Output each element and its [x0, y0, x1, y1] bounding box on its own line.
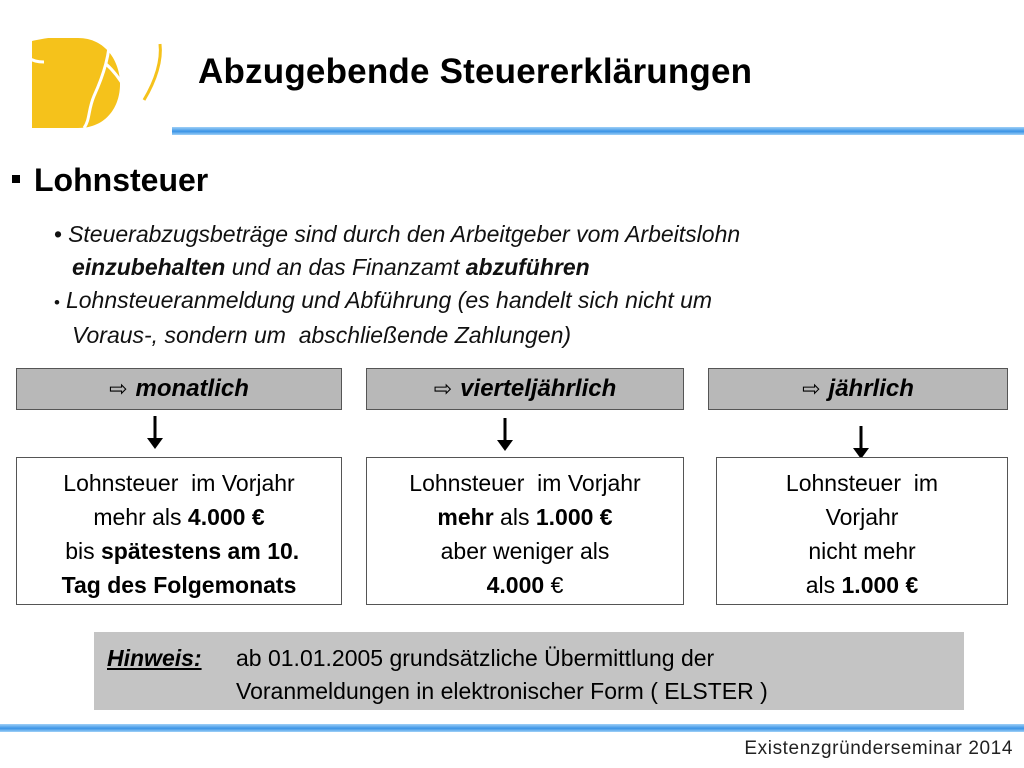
down-arrow-icon — [146, 416, 164, 450]
header-vierteljaehrlich — [366, 368, 684, 410]
bullet-dot-icon: • — [54, 293, 60, 312]
bullet-item — [54, 284, 740, 352]
header-jaehrlich — [708, 368, 1008, 410]
header-label: vierteljährlich — [460, 375, 617, 402]
header-label: jährlich — [828, 375, 914, 402]
section-heading — [12, 162, 208, 199]
box-line: als 1.000 € — [805, 572, 919, 598]
section-label: Lohnsteuer — [34, 162, 209, 198]
box-line: Tag des Folgemonats — [61, 572, 297, 598]
box-line: Lohnsteuer im Vorjahr — [409, 470, 641, 496]
bullet-list — [54, 218, 740, 352]
bullet-emphasis: abzuführen — [465, 254, 590, 280]
box-line: Lohnsteuer im — [785, 470, 939, 496]
hinweis-line: ab 01.01.2005 grundsätzliche Übermittlung der — [236, 645, 715, 671]
hinweis-label: Hinweis: — [107, 645, 202, 671]
box-line: nicht mehr — [808, 538, 916, 564]
box-monatlich — [16, 457, 342, 605]
down-arrow-icon — [496, 418, 514, 452]
bullet-text: Steuerabzugsbeträge sind durch den Arbeitgeber vom Arbeitslohn — [68, 221, 741, 247]
title-divider — [172, 127, 1024, 135]
square-bullet-icon — [12, 175, 20, 183]
bullet-text: und an das Finanzamt — [225, 254, 466, 280]
bullet-emphasis: einzubehalten — [72, 254, 226, 280]
down-arrow-icon — [852, 426, 870, 460]
box-line: aber weniger als — [440, 538, 610, 564]
hollow-right-arrow-icon: ⇨ — [802, 376, 821, 401]
box-line: bis spätestens am 10. — [58, 538, 300, 564]
hollow-right-arrow-icon: ⇨ — [433, 376, 453, 401]
hinweis-text — [236, 642, 768, 708]
bullet-item — [54, 218, 740, 284]
box-line: Lohnsteuer im Vorjahr — [63, 470, 295, 496]
hinweis-line: Voranmeldungen in elektronischer Form ( ELSTER ) — [236, 678, 768, 704]
box-line: Vorjahr — [825, 504, 899, 530]
box-line: mehr als 1.000 € — [437, 504, 613, 530]
footer-text: Existenzgründerseminar 2014 — [744, 738, 1013, 759]
header-label: monatlich — [135, 375, 249, 402]
box-vierteljaehrlich — [366, 457, 684, 605]
hinweis-box — [94, 632, 964, 710]
box-line: 4.000 € — [486, 572, 564, 598]
figure-logo — [14, 4, 164, 128]
footer-divider — [0, 724, 1024, 732]
bullet-text: Voraus-, sondern um abschließende Zahlungen) — [72, 322, 572, 348]
hollow-right-arrow-icon: ⇨ — [109, 376, 128, 401]
header-monatlich — [16, 368, 342, 410]
box-line: mehr als 4.000 € — [93, 504, 265, 530]
bullet-dot-icon: • — [54, 221, 63, 247]
slide-title: Abzugebende Steuererklärungen — [198, 52, 753, 91]
bullet-text: Lohnsteueranmeldung und Abführung (es handelt sich nicht um — [65, 287, 713, 313]
box-jaehrlich — [716, 457, 1008, 605]
